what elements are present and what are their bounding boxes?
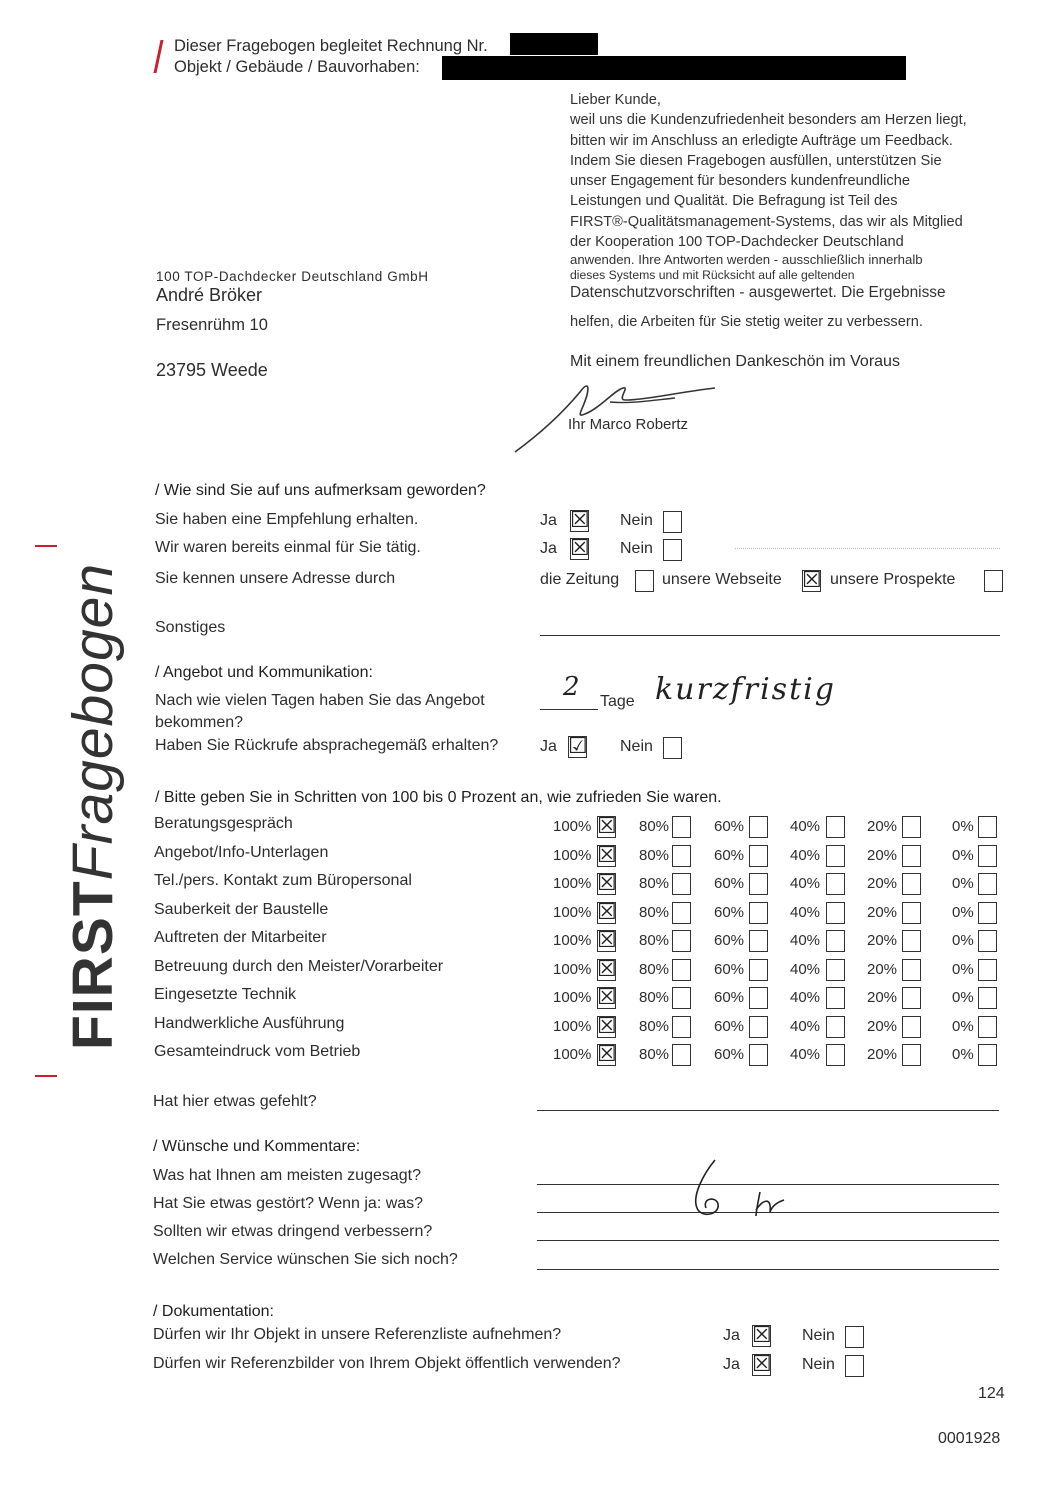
answer-line-days[interactable] (540, 709, 598, 710)
satisfaction-level-label: 80% (639, 904, 670, 921)
satisfaction-checkbox[interactable] (672, 873, 691, 895)
satisfaction-level-label: 60% (714, 932, 745, 949)
satisfaction-level-label: 80% (639, 818, 670, 835)
section-title-wishes: / Wünsche und Kommentare: (153, 1138, 361, 1155)
check-mark: ☒ (597, 814, 617, 839)
satisfaction-level-label: 20% (867, 818, 898, 835)
satisfaction-checkbox[interactable] (978, 902, 997, 924)
satisfaction-checkbox[interactable] (902, 959, 921, 981)
letter-line: Datenschutzvorschriften - ausgewertet. Die Ergebnisse (570, 284, 946, 302)
satisfaction-item-label: Betreuung durch den Meister/Vorarbeiter (154, 958, 444, 975)
satisfaction-checkbox[interactable] (902, 987, 921, 1009)
satisfaction-level-label: 60% (714, 847, 745, 864)
satisfaction-level-label: 40% (790, 818, 821, 835)
satisfaction-level-label: 20% (867, 1018, 898, 1035)
satisfaction-checkbox[interactable] (749, 1016, 768, 1038)
letter-line: helfen, die Arbeiten für Sie stetig weiter zu verbessern. (570, 314, 923, 331)
satisfaction-level-label: 40% (790, 847, 821, 864)
satisfaction-checkbox[interactable] (672, 1044, 691, 1066)
satisfaction-checkbox[interactable] (826, 930, 845, 952)
question-previous-work: Wir waren bereits einmal für Sie tätig. (155, 539, 421, 556)
satisfaction-item-label: Auftreten der Mitarbeiter (154, 929, 327, 946)
question-disturbed: Hat Sie etwas gestört? Wenn ja: was? (153, 1195, 424, 1212)
letter-line: Indem Sie diesen Fragebogen ausfüllen, unterstützen Sie (570, 152, 942, 169)
satisfaction-level-label: 40% (790, 1018, 821, 1035)
checkbox-reference-images-no[interactable] (845, 1355, 864, 1377)
no-label: Nein (802, 1356, 835, 1373)
sidebar-mark-top (35, 545, 57, 547)
page-number: 124 (978, 1385, 1005, 1402)
answer-line-improve[interactable] (537, 1240, 999, 1241)
satisfaction-level-label: 20% (867, 847, 898, 864)
satisfaction-level-label: 0% (952, 989, 974, 1006)
question-improve: Sollten wir etwas dringend verbessern? (153, 1223, 433, 1240)
satisfaction-checkbox[interactable] (902, 1016, 921, 1038)
satisfaction-checkbox[interactable] (826, 1044, 845, 1066)
satisfaction-item-label: Tel./pers. Kontakt zum Büropersonal (154, 872, 412, 889)
letter-line: bitten wir im Anschluss an erledigte Aufträge um Feedback. (570, 132, 953, 149)
satisfaction-level-label: 60% (714, 1046, 745, 1063)
satisfaction-level-label: 20% (867, 961, 898, 978)
satisfaction-checkbox[interactable] (749, 987, 768, 1009)
section-title-awareness: / Wie sind Sie auf uns aufmerksam geworden? (155, 482, 486, 499)
answer-line-other[interactable] (540, 635, 1000, 636)
no-label: Nein (802, 1327, 835, 1344)
satisfaction-level-label: 0% (952, 961, 974, 978)
invoice-number-redacted (510, 33, 598, 55)
satisfaction-level-label: 0% (952, 904, 974, 921)
checkbox-reference-list-no[interactable] (845, 1326, 864, 1348)
satisfaction-checkbox[interactable] (978, 816, 997, 838)
check-mark: ☒ (597, 900, 617, 925)
letter-line: Leistungen und Qualität. Die Befragung ist Teil des (570, 193, 898, 210)
sender-street: Fresenrühm 10 (156, 316, 268, 334)
satisfaction-checkbox[interactable] (749, 873, 768, 895)
signature-name: Ihr Marco Robertz (568, 416, 689, 433)
satisfaction-checkbox[interactable] (672, 987, 691, 1009)
satisfaction-level-label: 40% (790, 961, 821, 978)
satisfaction-level-label: 100% (553, 875, 592, 892)
satisfaction-level-label: 100% (553, 1018, 592, 1035)
handwritten-note: kurzfristig (655, 672, 836, 707)
satisfaction-level-label: 100% (553, 847, 592, 864)
object-redacted (442, 56, 906, 80)
check-mark: ☒ (752, 1323, 772, 1348)
sender-city: 23795 Weede (156, 360, 268, 380)
satisfaction-level-label: 60% (714, 961, 745, 978)
check-mark: ☒ (597, 985, 617, 1010)
satisfaction-checkbox[interactable] (749, 845, 768, 867)
satisfaction-checkbox[interactable] (978, 987, 997, 1009)
satisfaction-checkbox[interactable] (902, 930, 921, 952)
satisfaction-checkbox[interactable] (826, 959, 845, 981)
cover-letter (570, 90, 1010, 333)
check-mark: ☒ (597, 1042, 617, 1067)
header-accent-mark (153, 40, 163, 73)
satisfaction-level-label: 80% (639, 989, 670, 1006)
satisfaction-checkbox[interactable] (826, 845, 845, 867)
checkbox-recommendation-no[interactable] (663, 511, 682, 533)
satisfaction-level-label: 0% (952, 818, 974, 835)
question-offer-days-cont: bekommen? (155, 714, 244, 731)
satisfaction-level-label: 100% (553, 961, 592, 978)
yes-label: Ja (723, 1327, 740, 1344)
question-service-wish: Welchen Service wünschen Sie sich noch? (153, 1251, 458, 1268)
question-offer-days: Nach wie vielen Tagen haben Sie das Angebot (155, 692, 485, 709)
satisfaction-item-label: Handwerkliche Ausführung (154, 1015, 345, 1032)
satisfaction-checkbox[interactable] (749, 902, 768, 924)
yes-label: Ja (540, 540, 557, 557)
letter-line: der Kooperation 100 TOP-Dachdecker Deutschland (570, 234, 904, 251)
satisfaction-level-label: 0% (952, 847, 974, 864)
yes-label: Ja (540, 738, 557, 755)
sender-company: 100 TOP-Dachdecker Deutschland GmbH (156, 269, 429, 284)
question-reference-images: Dürfen wir Referenzbilder von Ihrem Objekt öffentlich verwenden? (153, 1355, 621, 1372)
signature (505, 370, 735, 460)
satisfaction-level-label: 20% (867, 1046, 898, 1063)
question-reference-list: Dürfen wir Ihr Objekt in unsere Referenzliste aufnehmen? (153, 1326, 562, 1343)
satisfaction-level-label: 100% (553, 904, 592, 921)
checkbox-previous-work-no[interactable] (663, 539, 682, 561)
satisfaction-checkbox[interactable] (749, 959, 768, 981)
letter-line: anwenden. Ihre Antworten werden - ausschließlich innerhalb (570, 252, 923, 268)
question-missing: Hat hier etwas gefehlt? (153, 1093, 317, 1110)
satisfaction-level-label: 80% (639, 932, 670, 949)
check-mark: ☒ (752, 1352, 772, 1377)
satisfaction-checkbox[interactable] (749, 1044, 768, 1066)
satisfaction-checkbox[interactable] (672, 816, 691, 838)
sender-name: André Bröker (156, 285, 263, 305)
check-mark: ☑ (568, 734, 588, 759)
yes-label: Ja (540, 512, 557, 529)
satisfaction-level-label: 80% (639, 1018, 670, 1035)
handwritten-days: 2 (563, 672, 580, 702)
satisfaction-checkbox[interactable] (672, 1016, 691, 1038)
satisfaction-checkbox[interactable] (902, 873, 921, 895)
satisfaction-level-label: 0% (952, 875, 974, 892)
sidebar-mark-bottom (35, 1075, 57, 1077)
satisfaction-level-label: 0% (952, 1018, 974, 1035)
satisfaction-level-label: 80% (639, 961, 670, 978)
satisfaction-level-label: 40% (790, 932, 821, 949)
no-label: Nein (620, 738, 653, 755)
satisfaction-checkbox[interactable] (978, 1044, 997, 1066)
days-unit-label: Tage (600, 693, 635, 710)
handwritten-scribble (680, 1152, 800, 1222)
satisfaction-level-label: 0% (952, 1046, 974, 1063)
answer-line-missing[interactable] (537, 1110, 999, 1111)
satisfaction-item-label: Gesamteindruck vom Betrieb (154, 1043, 361, 1060)
check-mark: ☒ (597, 928, 617, 953)
brand-rest: Fragebogen (61, 562, 125, 881)
satisfaction-item-label: Eingesetzte Technik (154, 986, 297, 1003)
satisfaction-level-label: 60% (714, 904, 745, 921)
sidebar-brand (60, 563, 126, 1050)
satisfaction-item-label: Angebot/Info-Unterlagen (154, 844, 329, 861)
question-recommendation: Sie haben eine Empfehlung erhalten. (155, 511, 419, 528)
satisfaction-level-label: 60% (714, 989, 745, 1006)
satisfaction-level-label: 20% (867, 904, 898, 921)
satisfaction-level-label: 100% (553, 1046, 592, 1063)
no-label: Nein (620, 540, 653, 557)
satisfaction-checkbox[interactable] (826, 1016, 845, 1038)
question-liked-most: Was hat Ihnen am meisten zugesagt? (153, 1167, 421, 1184)
check-mark: ☒ (597, 843, 617, 868)
letter-line: dieses Systems und mit Rücksicht auf alle geltenden (570, 268, 855, 283)
satisfaction-level-label: 40% (790, 989, 821, 1006)
satisfaction-checkbox[interactable] (978, 1016, 997, 1038)
satisfaction-level-label: 40% (790, 904, 821, 921)
checkbox-newspaper[interactable] (635, 570, 654, 592)
document-number: 0001928 (938, 1430, 1001, 1447)
satisfaction-item-label: Beratungsgespräch (154, 815, 293, 832)
letter-closing: Mit einem freundlichen Dankeschön im Voraus (570, 353, 900, 370)
letter-line: FIRST®-Qualitätsmanagement-Systems, das wir als Mitglied (570, 213, 963, 230)
checkbox-brochure[interactable] (984, 570, 1003, 592)
satisfaction-level-label: 100% (553, 989, 592, 1006)
satisfaction-checkbox[interactable] (902, 1044, 921, 1066)
satisfaction-checkbox[interactable] (902, 902, 921, 924)
option-brochure-label: unsere Prospekte (830, 571, 956, 588)
check-mark: ☒ (570, 508, 590, 533)
satisfaction-checkbox[interactable] (978, 930, 997, 952)
option-website-label: unsere Webseite (662, 571, 782, 588)
satisfaction-level-label: 20% (867, 932, 898, 949)
satisfaction-level-label: 80% (639, 1046, 670, 1063)
invoice-label: Dieser Fragebogen begleitet Rechnung Nr. (174, 37, 488, 55)
section-title-documentation: / Dokumentation: (153, 1303, 274, 1320)
satisfaction-level-label: 60% (714, 875, 745, 892)
section-title-offer: / Angebot und Kommunikation: (155, 664, 373, 681)
checkbox-callbacks-no[interactable] (663, 737, 682, 759)
satisfaction-checkbox[interactable] (978, 873, 997, 895)
satisfaction-checkbox[interactable] (749, 930, 768, 952)
check-mark: ☒ (802, 568, 822, 593)
satisfaction-checkbox[interactable] (902, 816, 921, 838)
letter-line: unser Engagement für besonders kundenfreundliche (570, 173, 910, 190)
satisfaction-checkbox[interactable] (672, 930, 691, 952)
satisfaction-checkbox[interactable] (978, 959, 997, 981)
satisfaction-level-label: 80% (639, 847, 670, 864)
satisfaction-level-label: 80% (639, 875, 670, 892)
brand-first: FIRST (61, 880, 125, 1050)
letter-salutation: Lieber Kunde, (570, 92, 661, 108)
question-callbacks: Haben Sie Rückrufe absprachegemäß erhalten? (155, 737, 499, 754)
yes-label: Ja (723, 1356, 740, 1373)
check-mark: ☒ (597, 871, 617, 896)
satisfaction-checkbox[interactable] (672, 902, 691, 924)
check-mark: ☒ (597, 957, 617, 982)
object-label: Objekt / Gebäude / Bauvorhaben: (174, 58, 420, 76)
satisfaction-level-label: 20% (867, 989, 898, 1006)
question-address-source: Sie kennen unsere Adresse durch (155, 570, 396, 587)
check-mark: ☒ (597, 1014, 617, 1039)
section-title-satisfaction: / Bitte geben Sie in Schritten von 100 bis 0 Prozent an, wie zufrieden Sie waren. (155, 789, 722, 806)
satisfaction-item-label: Sauberkeit der Baustelle (154, 901, 329, 918)
satisfaction-level-label: 60% (714, 818, 745, 835)
satisfaction-checkbox[interactable] (749, 816, 768, 838)
satisfaction-checkbox[interactable] (826, 816, 845, 838)
satisfaction-level-label: 20% (867, 875, 898, 892)
satisfaction-level-label: 0% (952, 932, 974, 949)
satisfaction-checkbox[interactable] (826, 873, 845, 895)
question-other: Sonstiges (155, 619, 226, 636)
satisfaction-level-label: 100% (553, 818, 592, 835)
answer-line-service-wish[interactable] (537, 1269, 999, 1270)
dotted-rule (735, 548, 1000, 549)
letter-line: weil uns die Kundenzufriedenheit besonders am Herzen liegt, (570, 112, 967, 129)
satisfaction-level-label: 40% (790, 875, 821, 892)
satisfaction-checkbox[interactable] (978, 845, 997, 867)
satisfaction-checkbox[interactable] (902, 845, 921, 867)
no-label: Nein (620, 512, 653, 529)
satisfaction-level-label: 60% (714, 1018, 745, 1035)
satisfaction-checkbox[interactable] (672, 845, 691, 867)
satisfaction-checkbox[interactable] (826, 902, 845, 924)
satisfaction-checkbox[interactable] (826, 987, 845, 1009)
option-newspaper-label: die Zeitung (540, 571, 620, 588)
satisfaction-level-label: 40% (790, 1046, 821, 1063)
satisfaction-checkbox[interactable] (672, 959, 691, 981)
check-mark: ☒ (570, 536, 590, 561)
satisfaction-level-label: 100% (553, 932, 592, 949)
